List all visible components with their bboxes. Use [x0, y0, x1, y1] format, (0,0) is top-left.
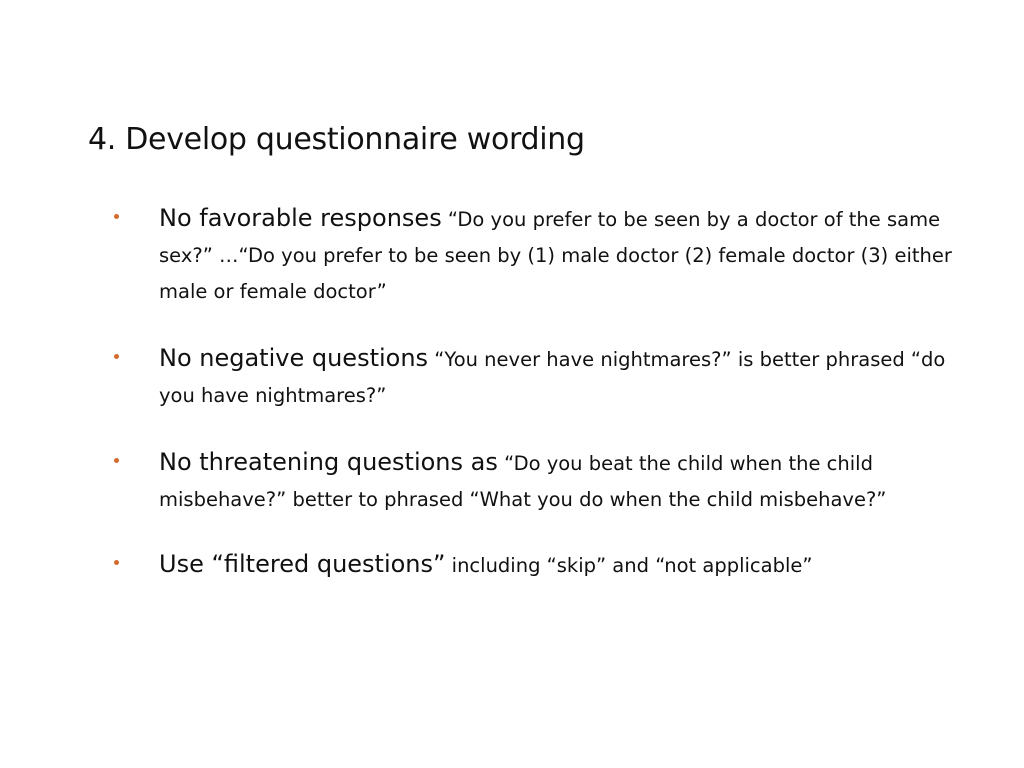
bullet-lead: No favorable responses	[159, 204, 442, 232]
bullet-item-favorable-responses	[114, 200, 984, 310]
bullet-text: “Do you beat the child when the child misbehave?” better to phrased “What you do when the child misbehave?”	[159, 452, 887, 511]
bullet-text: “You never have nightmares?” is better phrased “do you have nightmares?”	[159, 348, 946, 407]
bullet-lead: Use “filtered questions”	[159, 550, 446, 578]
bullet-text: “Do you prefer to be seen by a doctor of the same sex?” …“Do you prefer to be seen by (1) male doctor (2) female doctor (3) either male or female doctor”	[159, 208, 952, 303]
bullet-dot-icon	[114, 354, 119, 359]
bullet-dot-icon	[114, 560, 119, 565]
bullet-item-negative-questions	[114, 340, 984, 414]
bullet-item-filtered-questions	[114, 546, 984, 584]
bullet-list	[114, 200, 984, 616]
bullet-lead: No negative questions	[159, 344, 429, 372]
bullet-lead: No threatening questions as	[159, 448, 498, 476]
bullet-dot-icon	[114, 458, 119, 463]
slide-title: 4. Develop questionnaire wording	[88, 122, 585, 157]
bullet-dot-icon	[114, 214, 119, 219]
bullet-text: including “skip” and “not applicable”	[451, 554, 813, 577]
bullet-item-threatening-questions	[114, 444, 984, 518]
